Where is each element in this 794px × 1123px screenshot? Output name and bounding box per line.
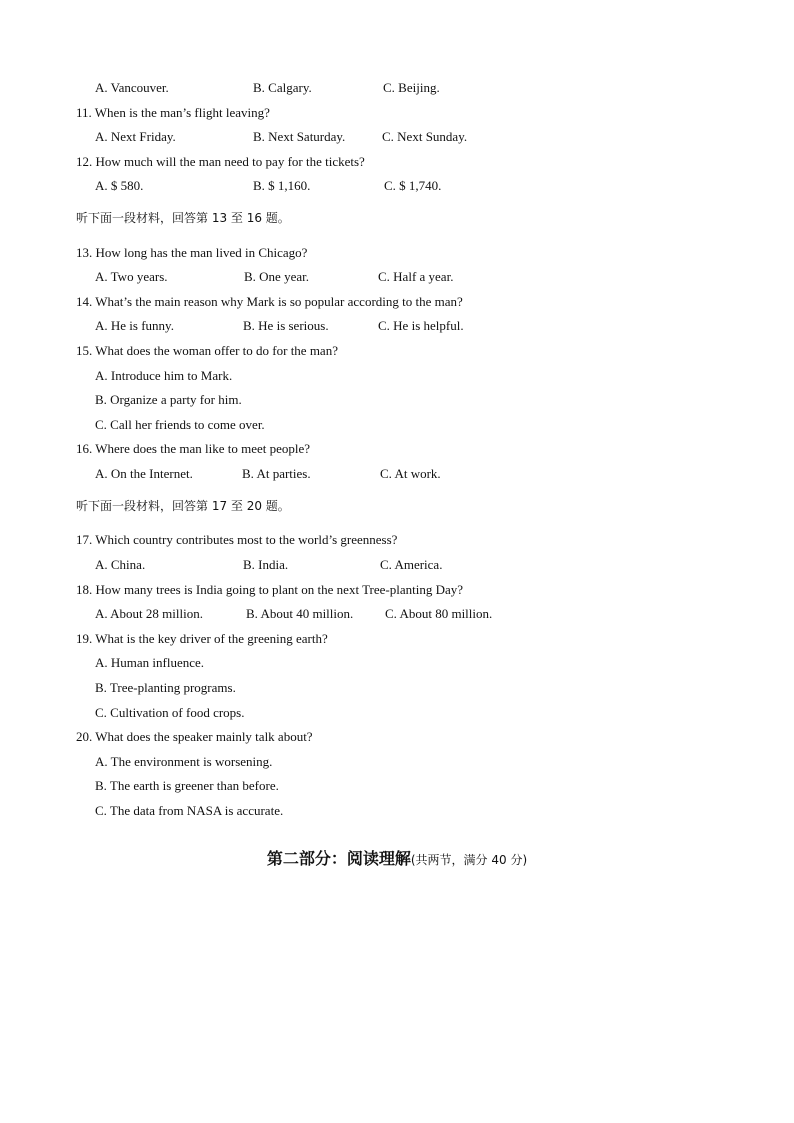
q18-option-b: B. About 40 million. — [246, 606, 354, 621]
part2-title: 第二部分：阅读理解 — [266, 849, 411, 868]
q10-option-c: C. Beijing. — [383, 80, 440, 95]
q11-option-c: C. Next Sunday. — [382, 129, 468, 144]
q16-option-c: C. At work. — [380, 466, 441, 481]
q16-text: 16. Where does the man like to meet people? — [76, 441, 311, 456]
q15-text: 15. What does the woman offer to do for the man? — [76, 343, 338, 358]
q14-option-b: B. He is serious. — [243, 318, 329, 333]
q11-text: 11. When is the man’s flight leaving? — [76, 105, 270, 120]
q12-text: 12. How much will the man need to pay for the tickets? — [76, 154, 365, 169]
q20-option-c: C. The data from NASA is accurate. — [95, 803, 284, 818]
q16-option-a: A. On the Internet. — [95, 466, 193, 481]
q11-option-a: A. Next Friday. — [95, 129, 176, 144]
q17-option-b: B. India. — [243, 557, 289, 572]
q16-option-b: B. At parties. — [242, 466, 311, 481]
q20-text: 20. What does the speaker mainly talk about? — [76, 729, 313, 744]
q19-text: 19. What is the key driver of the greening earth? — [76, 631, 328, 646]
section-note-13-16: 听下面一段材料，回答第 13 至 16 题。 — [76, 211, 290, 225]
q10-option-a: A. Vancouver. — [95, 80, 169, 95]
q17-option-a: A. China. — [95, 557, 146, 572]
q14-option-a: A. He is funny. — [95, 318, 174, 333]
q14-text: 14. What’s the main reason why Mark is so popular according to the man? — [76, 294, 463, 309]
section-note-17-20: 听下面一段材料，回答第 17 至 20 题。 — [76, 499, 290, 513]
q13-option-a: A. Two years. — [95, 269, 168, 284]
q15-option-b: B. Organize a party for him. — [95, 392, 242, 407]
part2-heading — [0, 846, 794, 869]
q20-option-a: A. The environment is worsening. — [95, 754, 273, 769]
q19-option-c: C. Cultivation of food crops. — [95, 705, 245, 720]
q11-option-b: B. Next Saturday. — [253, 129, 346, 144]
q10-option-b: B. Calgary. — [253, 80, 312, 95]
q13-option-c: C. Half a year. — [378, 269, 454, 284]
q12-option-b: B. $ 1,160. — [253, 178, 311, 193]
q15-option-a: A. Introduce him to Mark. — [95, 368, 233, 383]
part2-subtitle: (共两节，满分 40 分) — [410, 853, 528, 867]
q12-option-c: C. $ 1,740. — [384, 178, 442, 193]
q13-text: 13. How long has the man lived in Chicago? — [76, 245, 308, 260]
q18-option-a: A. About 28 million. — [95, 606, 203, 621]
q15-option-c: C. Call her friends to come over. — [95, 417, 265, 432]
q12-option-a: A. $ 580. — [95, 178, 144, 193]
q14-option-c: C. He is helpful. — [378, 318, 464, 333]
q19-option-a: A. Human influence. — [95, 655, 205, 670]
q20-option-b: B. The earth is greener than before. — [95, 778, 279, 793]
q17-option-c: C. America. — [380, 557, 443, 572]
q13-option-b: B. One year. — [244, 269, 309, 284]
q19-option-b: B. Tree-planting programs. — [95, 680, 236, 695]
q17-text: 17. Which country contributes most to the world’s greenness? — [76, 532, 398, 547]
q18-option-c: C. About 80 million. — [385, 606, 493, 621]
q18-text: 18. How many trees is India going to plant on the next Tree-planting Day? — [76, 582, 464, 597]
